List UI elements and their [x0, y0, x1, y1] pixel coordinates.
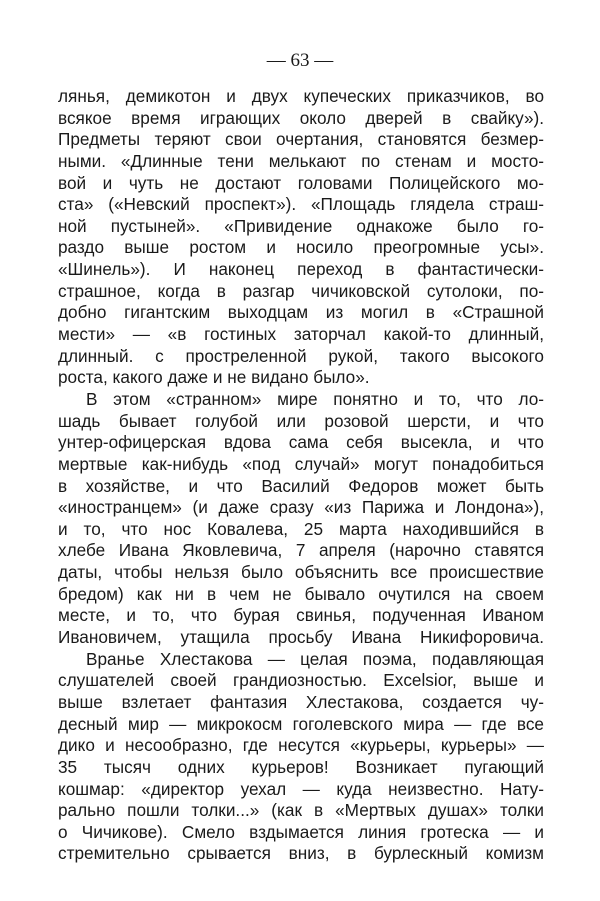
- text-line: десный мир — микрокосм гоголевского мира — где все: [58, 713, 544, 734]
- text-line: слушателей своей грандиозностью. Excelsior, выше и: [58, 670, 544, 691]
- text-line: Ивановичем, утащила просьбу Ивана Никифоровича.: [58, 627, 544, 648]
- text-line: кошмар: «директор уехал — куда неизвестно. Нату-: [58, 778, 544, 799]
- text-line: унтер-офицерская вдова сама себя высекла, и что: [58, 432, 544, 453]
- text-line: добно гигантским выходцам из могил в «Страшной: [58, 302, 544, 323]
- text-line: о Чичикове). Смело вздымается линия гротеска — и: [58, 821, 544, 842]
- text-line: в хозяйстве, и что Василий Федоров может быть: [58, 475, 544, 496]
- text-line: лянья, демикотон и двух купеческих приказчиков, во: [58, 86, 544, 106]
- text-line: ными. «Длинные тени мелькают по стенам и мосто-: [58, 150, 544, 171]
- text-line: мертвые как-нибудь «под случай» могут понадобиться: [58, 453, 544, 474]
- text-line: Предметы теряют свои очертания, становятся безмер-: [58, 129, 544, 150]
- body-text: [58, 86, 544, 865]
- text-line: шадь бывает голубой или розовой шерсти, и что: [58, 410, 544, 431]
- text-line: рально пошли толки...» (как в «Мертвых душах» толки: [58, 800, 544, 821]
- page-number: — 63 —: [266, 50, 334, 71]
- text-line: стремительно срывается вниз, в бурлескный комизм: [58, 843, 544, 864]
- text-line: В этом «странном» мире понятно и то, что ло-: [86, 388, 544, 409]
- text-line: «Шинель»). И наконец переход в фантастически-: [58, 259, 544, 280]
- text-line: хлебе Ивана Яковлевича, 7 апреля (нарочно ставятся: [58, 540, 544, 561]
- text-line: роста, какого даже и не видано было».: [58, 367, 370, 388]
- text-line: бредом) как ни в чем не бывало очутился на своем: [58, 583, 544, 604]
- text-line: выше взлетает фантазия Хлестакова, создается чу-: [58, 691, 544, 712]
- text-line: месте, и то, что бурая свинья, подученная Иваном: [58, 605, 544, 626]
- text-line: вой и чуть не достают головами Полицейского мо-: [58, 172, 544, 193]
- text-line: раздо выше ростом и носило преогромные усы».: [58, 237, 544, 258]
- text-line: «иностранцем» (и даже сразу «из Парижа и Лондона»),: [58, 497, 544, 518]
- text-line: мести» — «в гостиных заторчал какой-то длинный,: [58, 324, 544, 345]
- text-line: ста» («Невский проспект»). «Площадь глядела страш-: [58, 194, 544, 215]
- text-line: даты, чтобы нельзя было объяснить все происшествие: [58, 562, 544, 583]
- text-line: Вранье Хлестакова — целая поэма, подавляющая: [86, 648, 544, 669]
- text-line: ной пустыней». «Привидение однакоже было го-: [58, 215, 544, 236]
- text-line: дико и несообразно, где несутся «курьеры, курьеры» —: [58, 735, 544, 756]
- text-line: и то, что нос Ковалева, 25 марта находившийся в: [58, 518, 544, 539]
- text-line: 35 тысяч одних курьеров! Возникает пугающий: [58, 756, 544, 777]
- text-line: страшное, когда в разгар чичиковской сутолоки, по-: [58, 280, 544, 301]
- text-line: всякое время играющих около дверей в свайку»).: [58, 107, 544, 128]
- text-line: длинный. с простреленной рукой, такого высокого: [58, 345, 544, 366]
